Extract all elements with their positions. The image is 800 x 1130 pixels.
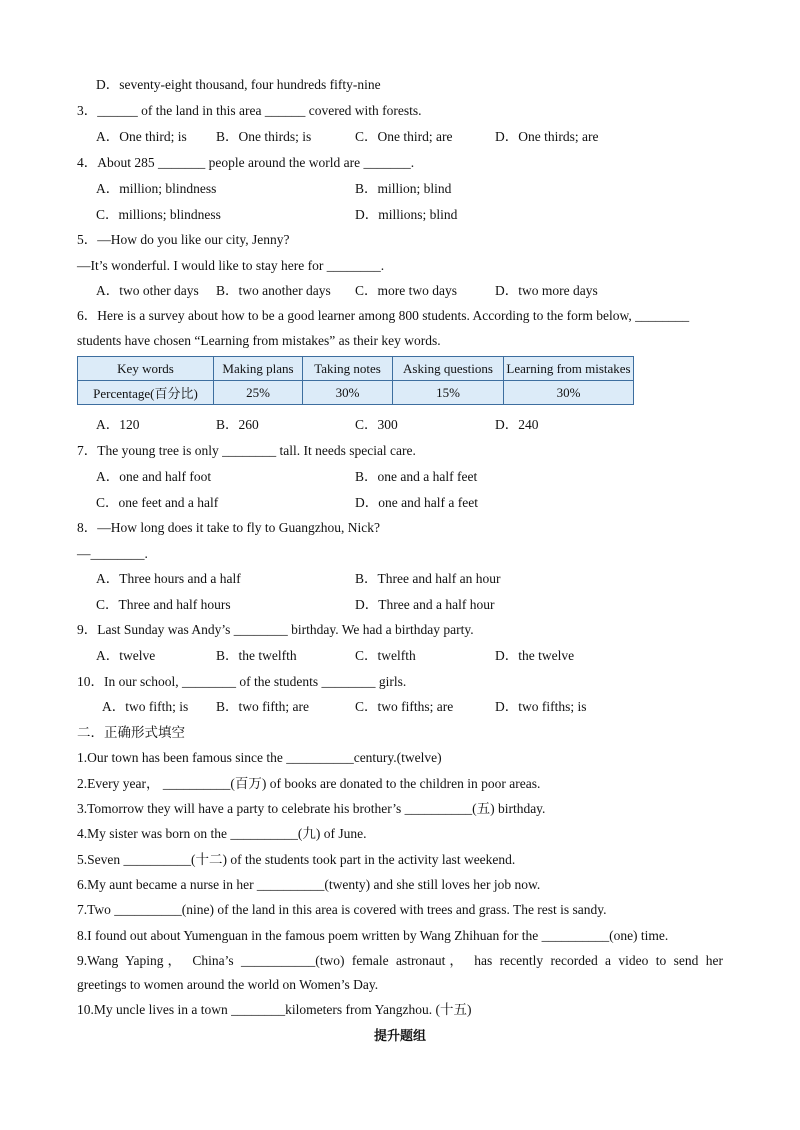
q3-option-d: D．One thirds; are xyxy=(495,129,599,144)
survey-header-cell: Learning from mistakes xyxy=(504,357,634,381)
fill-item-1: 1.Our town has been famous since the __________century.(twelve) xyxy=(77,750,442,765)
q5-stem: 5．—How do you like our city, Jenny? xyxy=(77,232,290,247)
fill-item-10: 10.My uncle lives in a town ________kilometers from Yangzhou. (十五) xyxy=(77,1002,472,1017)
section2-title: 二．正确形式填空 xyxy=(77,725,185,740)
q5-option-b: B．two another days xyxy=(216,283,331,298)
q9-option-d: D．the twelve xyxy=(495,648,575,663)
q7-option-a: A．one and half foot xyxy=(96,469,212,484)
fill-item-9-continued: greetings to women around the world on Women’s Day. xyxy=(77,977,379,992)
q8-option-b: B．Three and half an hour xyxy=(355,571,501,586)
q5-option-d: D．two more days xyxy=(495,283,598,298)
q6-option-c: C．300 xyxy=(355,417,398,432)
fill-item-7: 7.Two __________(nine) of the land in this area is covered with trees and grass. The rest is sandy. xyxy=(77,902,607,917)
section3-title: 提升题组 xyxy=(373,1029,426,1044)
q3-option-c: C．One third; are xyxy=(355,129,453,144)
q5-option-a: A．two other days xyxy=(96,283,199,298)
q4-stem: 4．About 285 _______ people around the world are _______. xyxy=(77,155,415,170)
q10-option-b: B．two fifth; are xyxy=(216,699,309,714)
q7-option-c: C．one feet and a half xyxy=(96,495,219,510)
q8-option-d: D．Three and a half hour xyxy=(355,597,495,612)
fill-item-8: 8.I found out about Yumenguan in the famous poem written by Wang Zhihuan for the __________(one) time. xyxy=(77,928,669,943)
q10-option-d: D．two fifths; is xyxy=(495,699,587,714)
survey-data-cell: 30% xyxy=(303,381,393,405)
q7-option-b: B．one and a half feet xyxy=(355,469,478,484)
q8-option-a: A．Three hours and a half xyxy=(96,571,241,586)
survey-header-cell: Taking notes xyxy=(303,357,393,381)
survey-data-cell: 15% xyxy=(393,381,504,405)
survey-data-cell: Percentage(百分比) xyxy=(78,381,214,405)
q3-option-b: B．One thirds; is xyxy=(216,129,312,144)
survey-data-cell: 30% xyxy=(504,381,634,405)
survey-table-header-row xyxy=(78,357,634,381)
survey-table-data-row xyxy=(78,381,634,405)
q6-option-d: D．240 xyxy=(495,417,539,432)
q6-option-b: B．260 xyxy=(216,417,259,432)
q10-stem: 10．In our school, ________ of the students ________ girls. xyxy=(77,674,407,689)
fill-item-4: 4.My sister was born on the __________(九) of June. xyxy=(77,826,367,841)
q4-option-c: C．millions; blindness xyxy=(96,207,221,222)
fill-item-2: 2.Every year， __________(百万) of books are donated to the children in poor areas. xyxy=(77,776,541,791)
q6-stem: 6．Here is a survey about how to be a good learner among 800 students. According to the form below, ________ xyxy=(77,308,690,323)
q9-option-a: A．twelve xyxy=(96,648,156,663)
q9-option-c: C．twelfth xyxy=(355,648,416,663)
q8-answer-line: —________. xyxy=(77,546,148,561)
survey-header-cell: Making plans xyxy=(214,357,303,381)
survey-data-cell: 25% xyxy=(214,381,303,405)
survey-header-cell: Asking questions xyxy=(393,357,504,381)
fill-item-9: 9.Wang Yaping， China’s ___________(two) female astronaut， has recently recorded a video to send her xyxy=(77,953,723,968)
q6-stem-line2: students have chosen “Learning from mistakes” as their key words. xyxy=(77,333,441,348)
survey-table xyxy=(77,356,634,405)
q10-option-c: C．two fifths; are xyxy=(355,699,454,714)
q8-option-c: C．Three and half hours xyxy=(96,597,231,612)
q7-option-d: D．one and half a feet xyxy=(355,495,478,510)
q4-option-d: D．millions; blind xyxy=(355,207,458,222)
fill-item-3: 3.Tomorrow they will have a party to celebrate his brother’s __________(五) birthday. xyxy=(77,801,546,816)
q4-option-b: B．million; blind xyxy=(355,181,452,196)
q3-stem: 3．______ of the land in this area ______ covered with forests. xyxy=(77,103,422,118)
q5-option-c: C．more two days xyxy=(355,283,457,298)
q10-option-a: A．two fifth; is xyxy=(102,699,189,714)
q8-stem: 8．—How long does it take to fly to Guangzhou, Nick? xyxy=(77,520,380,535)
q3-option-a: A．One third; is xyxy=(96,129,187,144)
q4-option-a: A．million; blindness xyxy=(96,181,217,196)
survey-header-cell: Key words xyxy=(78,357,214,381)
q9-option-b: B．the twelfth xyxy=(216,648,297,663)
q7-stem: 7．The young tree is only ________ tall. It needs special care. xyxy=(77,443,416,458)
fill-item-6: 6.My aunt became a nurse in her __________(twenty) and she still loves her job now. xyxy=(77,877,541,892)
fill-item-5: 5.Seven __________(十二) of the students took part in the activity last weekend. xyxy=(77,852,516,867)
q5-answer-line: —It’s wonderful. I would like to stay here for ________. xyxy=(77,258,385,273)
q2-option-d: D．seventy-eight thousand, four hundreds fifty-nine xyxy=(96,77,381,92)
q9-stem: 9．Last Sunday was Andy’s ________ birthday. We had a birthday party. xyxy=(77,622,474,637)
q6-option-a: A．120 xyxy=(96,417,140,432)
